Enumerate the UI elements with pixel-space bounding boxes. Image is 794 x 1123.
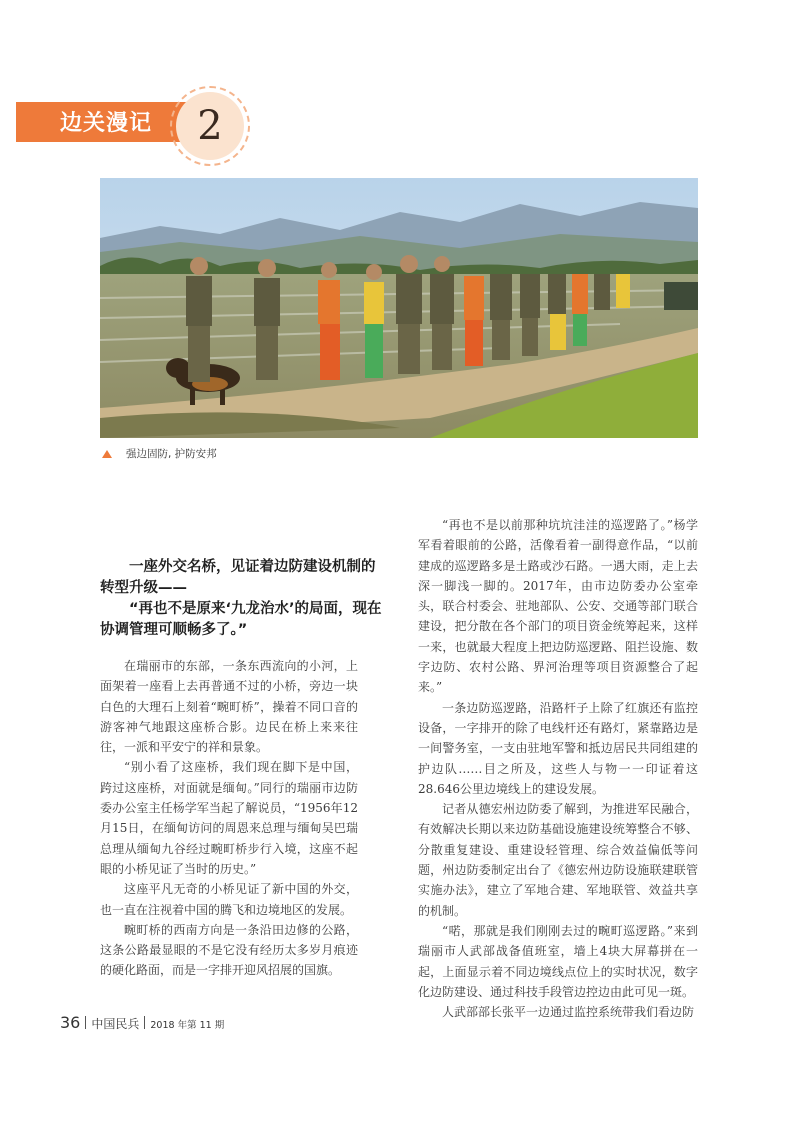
right-column	[418, 515, 698, 1022]
paragraph: 这座平凡无奇的小桥见证了新中国的外交，也一直在注视着中国的腾飞和边境地区的发展。	[100, 882, 358, 917]
issue-label: 2018 年第 11 期	[150, 1020, 225, 1031]
paragraph: 一条边防巡逻路，沿路杆子上除了红旗还有监控设备，一字排开的除了电线杆还有路灯，紧靠路边是一间警务室，一支由驻地军警和抵边居民共同组建的护边队……目之所及，这些人与物一一印证着这28.646公里边境线上的建设发展。	[418, 700, 698, 796]
article-headline	[100, 557, 385, 641]
page-number: 36	[60, 1013, 81, 1032]
section-number: 2	[176, 92, 244, 160]
photo-illustration	[100, 178, 698, 438]
triangle-icon	[102, 450, 112, 458]
footer-divider	[144, 1016, 145, 1029]
paragraph: 人武部部长张平一边通过监控系统带我们看边防	[442, 1005, 695, 1020]
footer-divider	[85, 1016, 86, 1029]
headline-line-2: “再也不是原来‘九龙治水’的局面，现在协调管理可顺畅多了。”	[100, 601, 382, 638]
photo-caption	[100, 446, 217, 462]
paragraph: “喏，那就是我们刚刚去过的畹町巡逻路。”来到瑞丽市人武部战备值班室，墙上4块大屏幕拼在一起，上面显示着不同边境线点位上的实时状况，数字化边防建设、通过科技手段管边控边由此可见一斑。	[418, 923, 698, 999]
paragraph: “再也不是以前那种坑坑洼洼的巡逻路了。”杨学军看着眼前的公路，活像看着一副得意作品，“以前建成的巡逻路多是土路或沙石路。一遇大雨，走上去深一脚浅一脚的。2017年，由市边防委办公室牵头，联合村委会、驻地部队、公安、交通等部门联合建设，把分散在各个部门的项目资金统筹起来，这样一来，也就最大程度上把边防巡逻路、阻拦设施、数字边防、农村公路、界河治理等项目资源整合了起来。”	[418, 518, 698, 695]
magazine-name: 中国民兵	[91, 1017, 140, 1031]
paragraph: 畹町桥的西南方向是一条沿田边修的公路，这条公路最显眼的不是它没有经历太多岁月痕迹的硬化路面，而是一字排开迎风招展的国旗。	[100, 922, 358, 978]
paragraph: 在瑞丽市的东部，一条东西流向的小河，上面架着一座看上去再普通不过的小桥，旁边一块白色的大理石上刻着“畹町桥”，操着不同口音的游客神气地跟这座桥合影。边民在桥上来来往往，一派和平安宁的祥和景象。	[100, 659, 358, 755]
paragraph: 记者从德宏州边防委了解到，为推进军民融合，有效解决长期以来边防基础设施建设统筹整合不够、分散重复建设、重建设轻管理、综合效益偏低等问题，州边防委制定出台了《德宏州边防设施联建联管实施办法》，建立了军地合建、军地联管、效益共享的机制。	[418, 802, 698, 918]
page-footer	[60, 1014, 224, 1032]
paragraph: “别小看了这座桥，我们现在脚下是中国，跨过这座桥，对面就是缅甸。”同行的瑞丽市边防委办公室主任杨学军当起了解说员，“1956年12月15日，在缅甸访问的周恩来总理与缅甸吴巴瑞总理从缅甸九谷经过畹町桥步行入境，这座不起眼的小桥见证了当时的历史。”	[100, 760, 358, 876]
section-label: 边关漫记	[60, 110, 153, 136]
caption-text: 强边固防, 护防安邦	[126, 448, 217, 460]
article-photo	[100, 178, 698, 438]
left-column	[100, 656, 358, 981]
headline-line-1: 一座外交名桥，见证着边防建设机制的转型升级——	[100, 559, 376, 596]
